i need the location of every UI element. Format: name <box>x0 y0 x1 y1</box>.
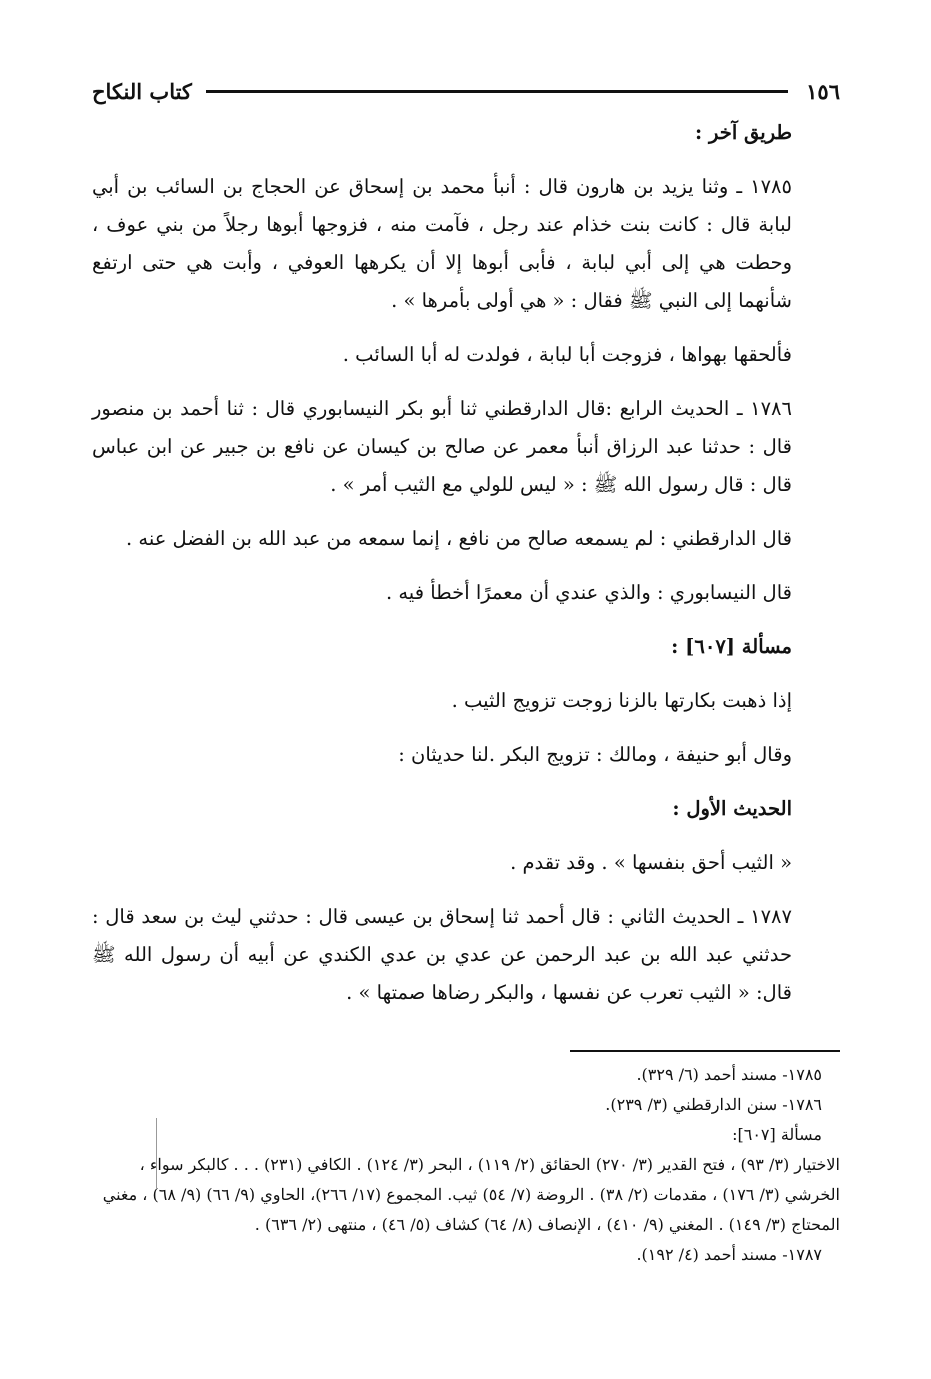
header-rule <box>206 90 788 93</box>
main-text <box>92 114 840 1028</box>
first-hadith-heading: الحديث الأول : <box>672 797 792 820</box>
hadith-1786: ١٧٨٦ ـ الحديث الرابع :قال الدارقطني ثنا أبو بكر النيسابوري قال : ثنا أحمد بن منصور قال : حدثنا عبد الرزاق أنبأ معمر عن صالح بن كيسان عن نافع بن جبير عن ابن عباس قال : قال رسول الله ﷺ : « ليس للولي مع الثيب أمر » . <box>92 397 792 496</box>
daraqutni-comment: قال الدارقطني : لم يسمعه صالح من نافع ، إنما سمعه من عبد الله بن الفضل عنه . <box>125 527 792 550</box>
book-title: كتاب النكاح <box>92 78 192 104</box>
paragraph-continuation: فألحقها بهواها ، فزوجت أبا لبابة ، فولدت له أبا السائب . <box>342 343 792 366</box>
margin-scan-mark <box>156 1118 157 1188</box>
page-number: ١٥٦ <box>806 78 840 104</box>
footnote-rule <box>570 1050 840 1052</box>
naysaburi-comment: قال النيسابوري : والذي عندي أن معمرًا أخطأ فيه . <box>385 581 792 604</box>
hadith-1787: ١٧٨٧ ـ الحديث الثاني : قال أحمد ثنا إسحاق بن عيسى قال : حدثني ليث بن سعد قال : حدثني عبد الله بن عبد الرحمن عن عدي بن عدي الكندي عن أبيه أن رسول الله ﷺ قال: « الثيب تعرب عن نفسها ، والبكر رضاها صمتها » . <box>92 905 792 1004</box>
first-hadith-text: « الثيب أحق بنفسها » . وقد تقدم . <box>510 851 792 874</box>
footnote-issue-607: مسألة [٦٠٧]: <box>732 1125 822 1144</box>
footnote-1787: ١٧٨٧- مسند أحمد (٤/ ١٩٢). <box>636 1245 822 1264</box>
issue-heading: مسألة [٦٠٧] : <box>671 635 792 658</box>
issue-statement: إذا ذهبت بكارتها بالزنا زوجت تزويج الثيب . <box>451 689 792 712</box>
footnotes <box>92 1050 840 1270</box>
opposing-view: وقال أبو حنيفة ، ومالك : تزويج البكر .لنا حديثان : <box>398 743 792 766</box>
footnote-1786: ١٧٨٦- سنن الدارقطني (٣/ ٢٣٩). <box>605 1095 822 1114</box>
footnote-1785: ١٧٨٥- مسند أحمد (٦/ ٣٢٩). <box>636 1065 822 1084</box>
paragraph-another-route: طريق آخر : <box>695 121 792 144</box>
book-page <box>92 62 840 1362</box>
running-head <box>92 76 840 106</box>
footnote-issue-references: الاختيار (٣/ ٩٣) ، فتح القدير (٣/ ٢٧٠) الحقائق (٢/ ١١٩) ، البحر (٣/ ١٢٤) . الكافي (٢٣١) . . . كالبكر سواء ، الخرشي (٣/ ١٧٦) ، مقدمات (٢/ ٣٨) . الروضة (٧/ ٥٤) ثيب. المجموع (١٧/ ٢٦٦)، الحاوي (٩/ ٦٦) (٩/ ٦٨) ، مغني المحتاج (٣/ ١٤٩) . المغني (٩/ ٤١٠) ، الإنصاف (٨/ ٦٤) كشاف (٥/ ٤٦) ، منتهى (٢/ ٦٣٦) . <box>102 1155 840 1234</box>
hadith-1785: ١٧٨٥ ـ وثنا يزيد بن هارون قال : أنبأ محمد بن إسحاق عن الحجاج بن السائب بن أبي لبابة قال : كانت بنت خذام عند رجل ، فآمت منه ، فزوجها أبوها رجلاً من بني عوف ، وحطت هي إلى أبي لبابة ، فأبى أبوها إلا أن يكرهها العوفي ، وأبت هي حتى ارتفع شأنهما إلى النبي ﷺ فقال : « هي أولى بأمرها » . <box>92 175 792 312</box>
